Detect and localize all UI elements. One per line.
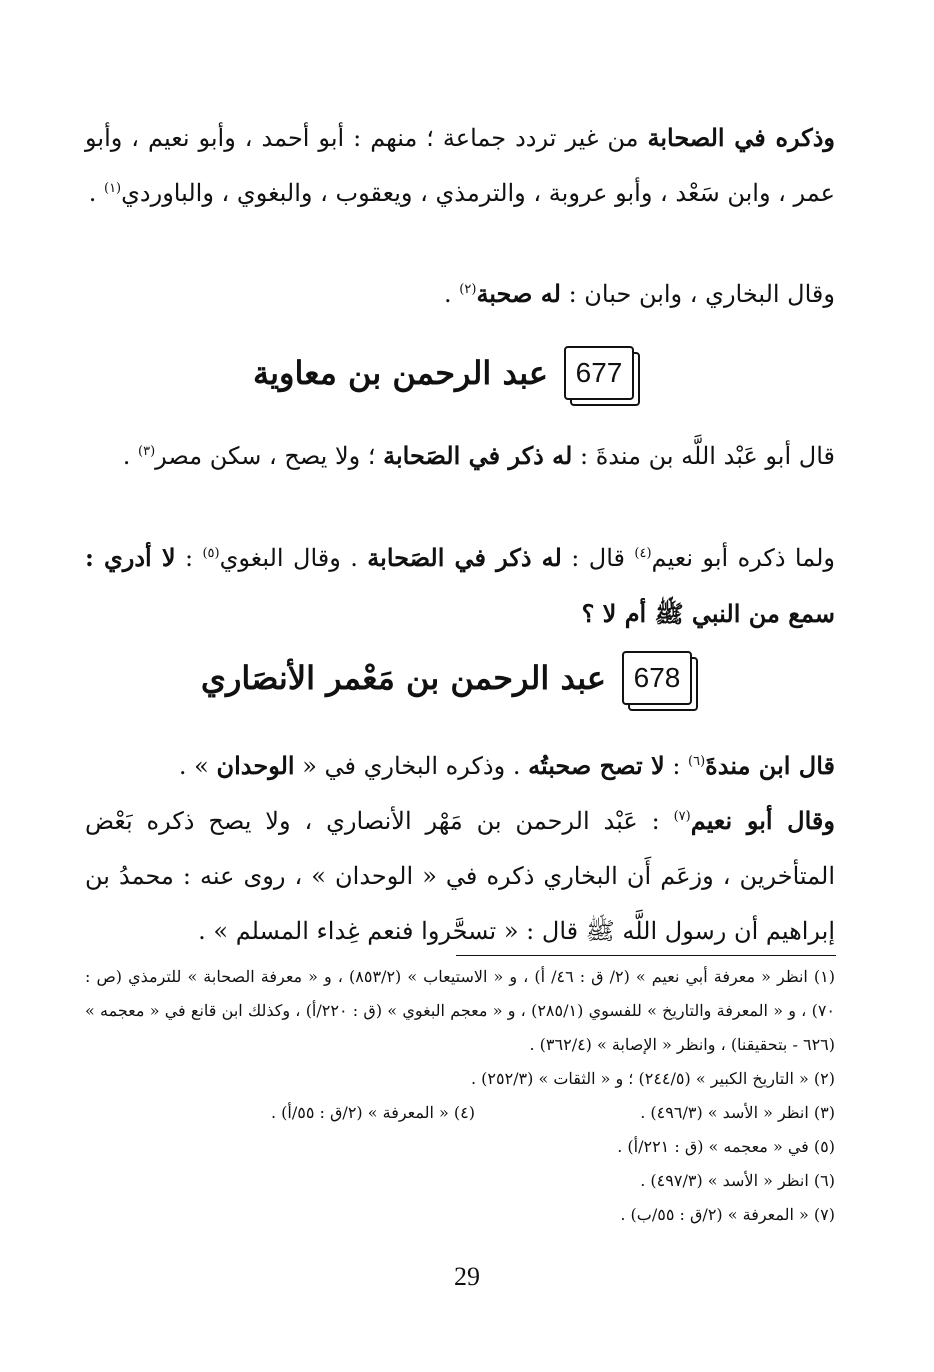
paragraph-ibn-mandah [85, 428, 835, 484]
footnote-row-3-4 [85, 1096, 835, 1130]
paragraph-text: . [444, 280, 460, 308]
footnote-4: (٤) « المعرفة » (٢/ق : ٥٥/أ) . [271, 1103, 475, 1122]
paragraph-text: من غير تردد جماعة ؛ منهم : أبو أحمد ، وأبو نعيم ، وأبو عمر ، وابن سَعْد ، وأبو عروبة ، والترمذي ، ويعقوب ، والبغوي ، والباوردي [85, 124, 835, 207]
footnote-ref: (٣) [138, 444, 156, 459]
footnote-5: (٥) في « معجمه » (ق : ٢٢١/أ) . [617, 1137, 835, 1156]
bold-phrase: له ذكر في الصَحابة [367, 543, 562, 572]
bold-phrase: وذكره في الصحابة [647, 123, 835, 152]
footnote-ref: (٢) [459, 282, 477, 297]
paragraph-abu-nuaym-678 [85, 793, 835, 959]
footnote-3: (٣) انظر « الأسد » (٤٩٦/٣) . [640, 1103, 835, 1122]
entry-number: 677 [575, 357, 623, 388]
paragraph-text: . [122, 442, 139, 470]
paragraph-ibn-mandah-678 [85, 738, 835, 794]
paragraph-text: قال : [561, 544, 635, 572]
paragraph-companions-list [85, 110, 835, 221]
paragraph-bukhari-ibn-hibban [85, 266, 835, 322]
footnote-ref: (٧) [673, 809, 691, 824]
entry-title: عبد الرحمن بن معاوية [252, 354, 548, 392]
entry-title: عبد الرحمن بن مَعْمر الأنصَاري [200, 659, 606, 697]
paragraph-text: قال أبو عَبْد اللَّه بن مندةَ : [572, 442, 835, 470]
footnote-ref: (٥) [202, 546, 220, 561]
bold-phrase: له صحبة [476, 279, 561, 308]
footnote-ref: (٤) [634, 546, 652, 561]
paragraph-text: ولما ذكره أبو نعيم [651, 544, 835, 572]
paragraph-abu-nuaym-baghawi [85, 530, 835, 642]
footnote-ref: (٦) [688, 754, 706, 769]
paragraph-text: : [664, 752, 689, 780]
paragraph-text: : [175, 544, 203, 572]
footnote-6: (٦) انظر « الأسد » (٤٩٧/٣) . [640, 1171, 835, 1190]
entry-number-box [622, 651, 694, 705]
footnote-1: (١) انظر « معرفة أبي نعيم » (٢/ ق : ٤٦/ أ) ، و « الاستيعاب » (٨٥٣/٢) ، و « معرفة الصحابة » للترمذي (ص : ٧٠) ، و « المعرفة والتاريخ » للفسوي (٢٨٥/١) ، و « معجم البغوي » (ق : ٢٢٠/أ) ، وكذلك ابن قانع في « معجمه » (٦٢٦ - بتحقيقنا) ، وانظر « الإصابة » (٣٦٢/٤) . [85, 967, 836, 1054]
bold-phrase: قال ابن مندةَ [705, 751, 835, 780]
paragraph-text: . وذكره البخاري في « [294, 752, 529, 780]
bold-phrase: له ذكر في الصَحابة [383, 441, 573, 470]
paragraph-text: . وقال البغوي [219, 544, 368, 572]
footnotes [85, 960, 835, 1232]
paragraph-text: ؛ ولا يصح ، سكن مصر [155, 442, 384, 470]
page-number: 29 [454, 1262, 480, 1291]
paragraph-text: » . [178, 752, 217, 780]
paragraph-text: : عَبْد الرحمن بن مَهْر الأنصاري ، ولا يصح ذكره بَعْض المتأخرين ، وزعَم أَن البخاري ذكره في « الوحدان » ، روى عنه : محمدُ بن إبراهيم أن رسول اللَّه ﷺ قال : « تسحَّروا فنعم غِداء المسلم » . [85, 807, 835, 945]
footnote-2: (٢) « التاريخ الكبير » (٢٤٤/٥) ؛ و « الثقات » (٢٥٢/٣) . [470, 1069, 835, 1088]
entry-heading-678 [0, 645, 934, 725]
paragraph-text: وقال البخاري ، وابن حبان : [560, 280, 835, 308]
bold-phrase: لا تصح صحبتُه [528, 751, 665, 780]
bold-phrase: وقال أبو نعيم [690, 806, 835, 835]
bold-phrase: لا أدري : سمع من النبي ﷺ أم لا ؟ [85, 543, 835, 628]
bold-phrase: الوحدان [216, 751, 295, 780]
footnote-separator [456, 955, 836, 956]
entry-number-box [564, 346, 636, 400]
footnote-7: (٧) « المعرفة » (٢/ق : ٥٥/ب) . [620, 1205, 835, 1224]
entry-number: 678 [633, 662, 681, 693]
paragraph-text: . [88, 179, 104, 207]
footnote-ref: (١) [103, 181, 122, 196]
entry-heading-677 [0, 340, 934, 420]
